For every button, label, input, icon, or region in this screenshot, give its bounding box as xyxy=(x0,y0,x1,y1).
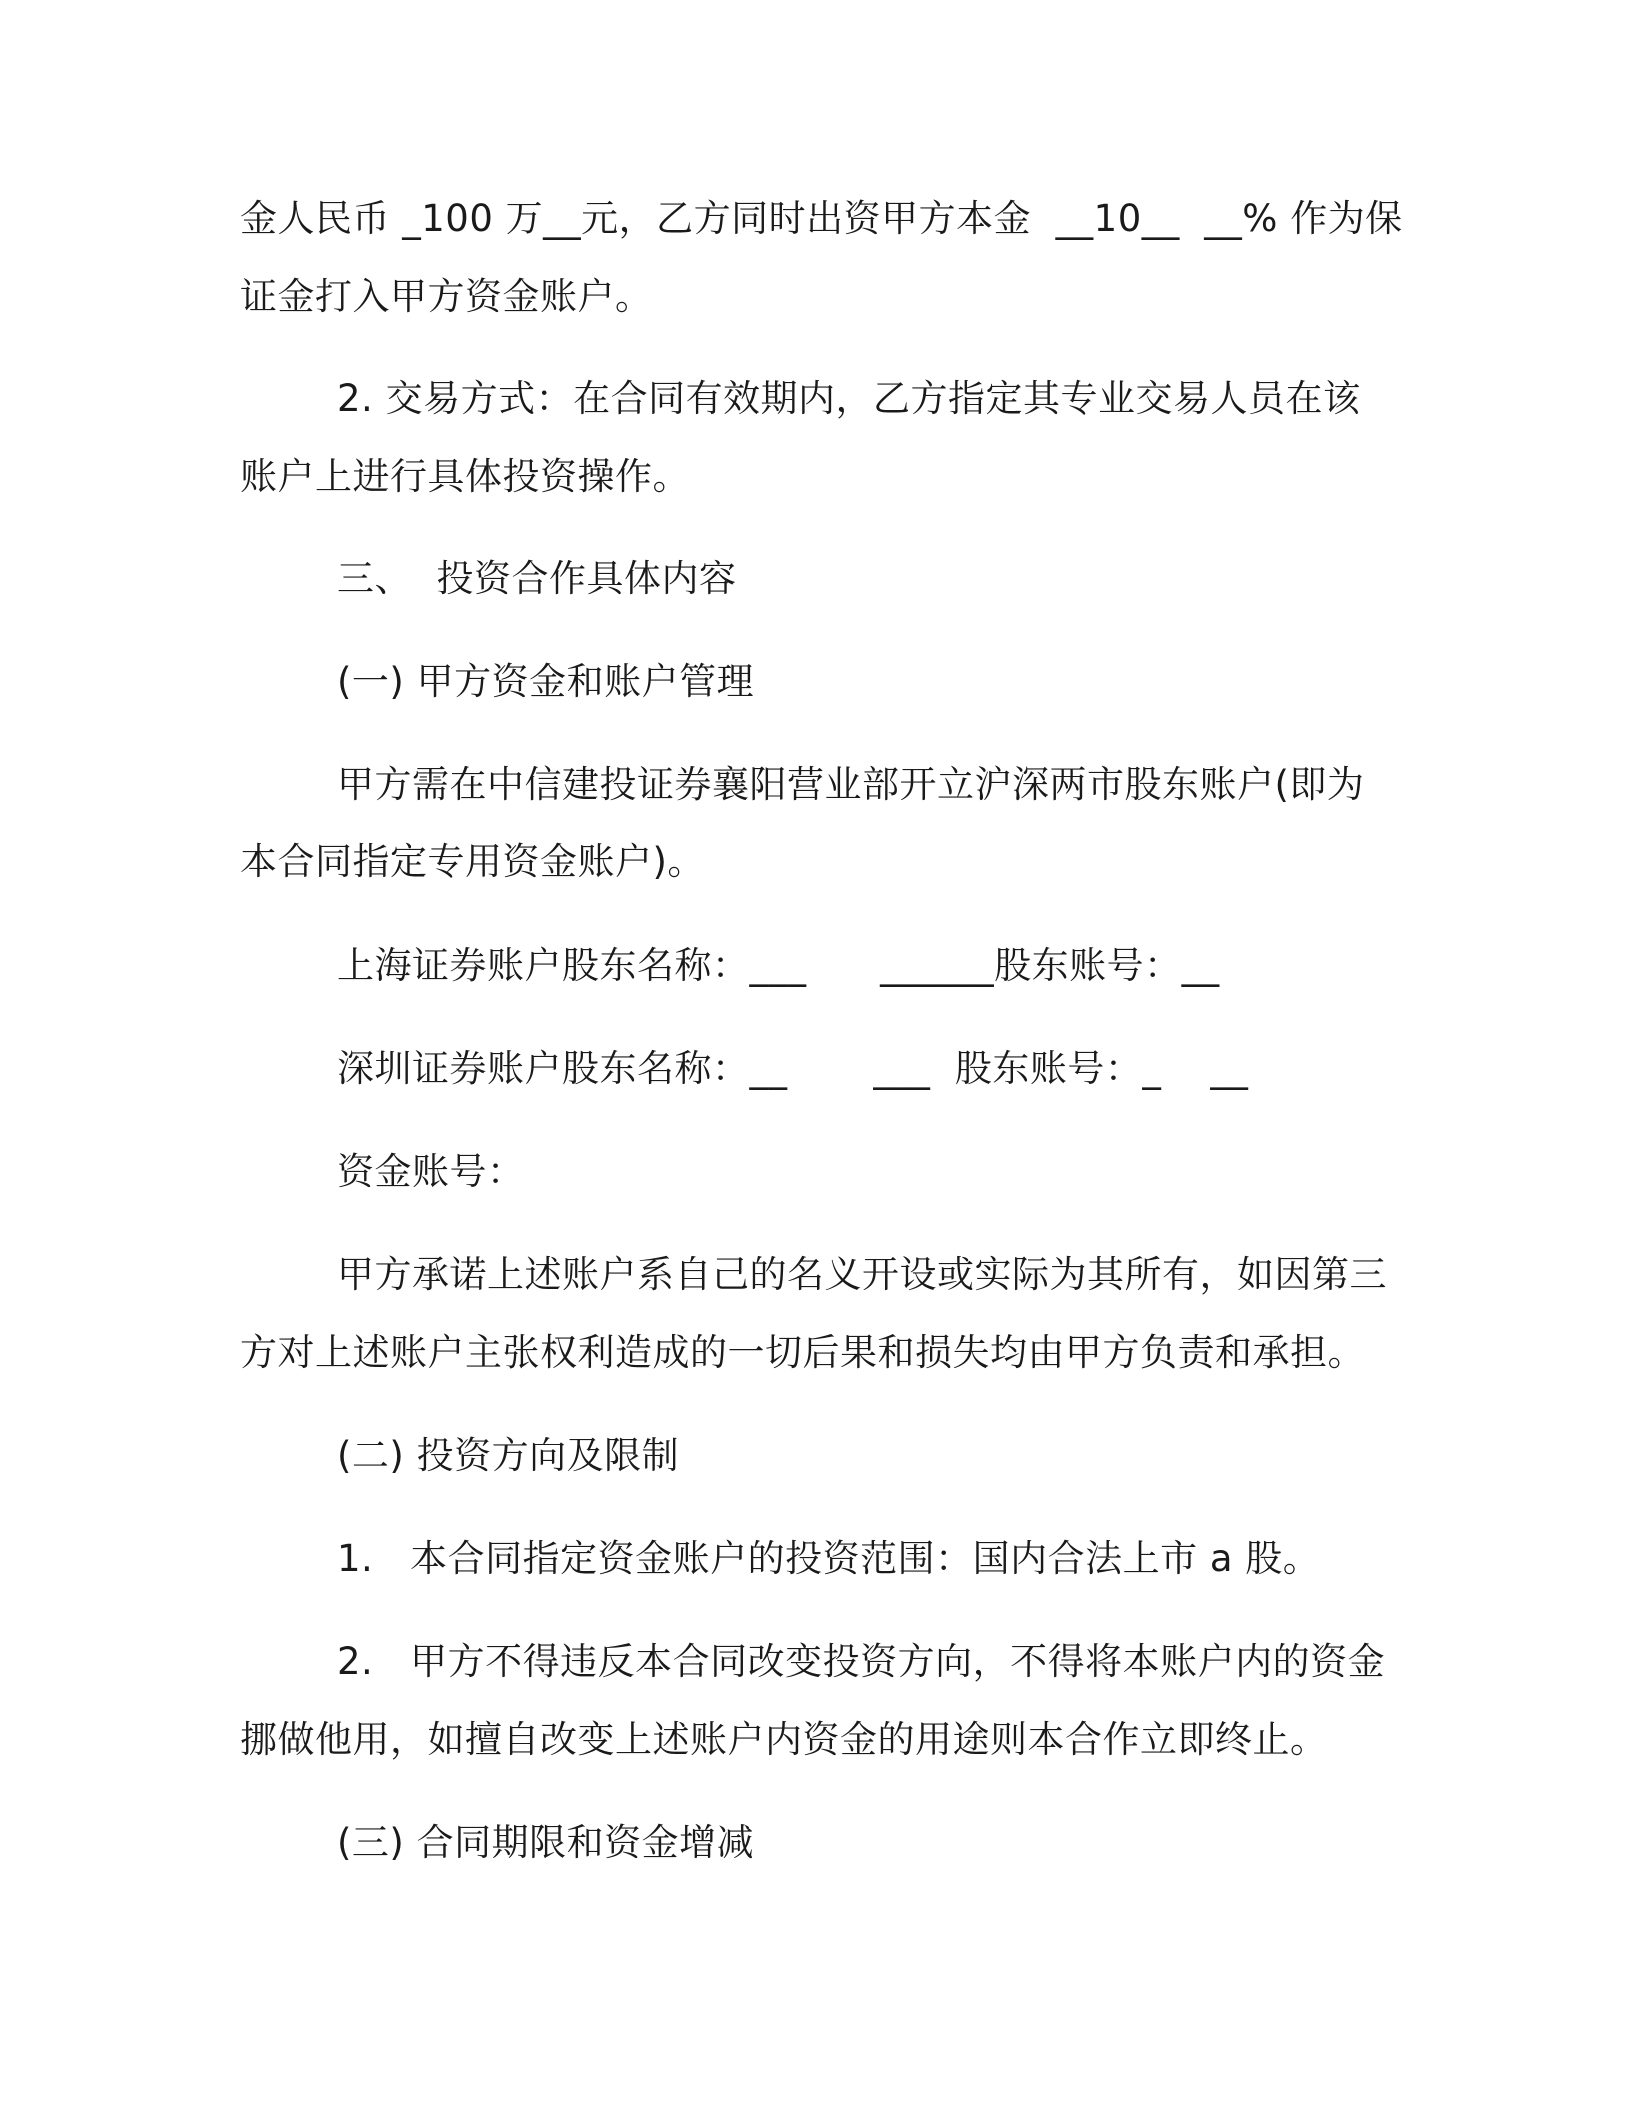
paragraph-line: 账户上进行具体投资操作。 xyxy=(240,455,690,498)
section-heading: 三、 投资合作具体内容 xyxy=(337,557,737,600)
fund-account-line: 资金账号： xyxy=(337,1150,525,1193)
paragraph-line: 本合同指定专用资金账户)。 xyxy=(240,840,705,883)
paragraph-line: 方对上述账户主张权利造成的一切后果和损失均由甲方负责和承担。 xyxy=(240,1331,1365,1374)
list-item: 2. 甲方不得违反本合同改变投资方向，不得将本账户内的资金 xyxy=(337,1640,1386,1683)
paragraph-line: 甲方承诺上述账户系自己的名义开设或实际为其所有，如因第三 xyxy=(337,1253,1387,1296)
paragraph-line: 挪做他用，如擅自改变上述账户内资金的用途则本合作立即终止。 xyxy=(240,1718,1328,1761)
paragraph-line: 甲方需在中信建投证券襄阳营业部开立沪深两市股东账户(即为 xyxy=(337,763,1365,806)
paragraph-line: 金人民币 _100 万__元，乙方同时出资甲方本金 __10__ __% 作为保 xyxy=(240,197,1403,240)
list-item: 1. 本合同指定资金账户的投资范围：国内合法上市 a 股。 xyxy=(337,1537,1321,1580)
subsection-heading: (二) 投资方向及限制 xyxy=(337,1434,680,1477)
subsection-heading: (一) 甲方资金和账户管理 xyxy=(337,660,755,703)
shenzhen-account-line: 深圳证券账户股东名称：__ ___ 股东账号：_ __ xyxy=(337,1047,1249,1090)
paragraph-line: 证金打入甲方资金账户。 xyxy=(240,275,653,318)
shanghai-account-line: 上海证券账户股东名称：___ ______股东账号：__ xyxy=(337,944,1220,987)
subsection-heading: (三) 合同期限和资金增减 xyxy=(337,1821,755,1864)
paragraph-line: 2. 交易方式：在合同有效期内，乙方指定其专业交易人员在该 xyxy=(337,377,1361,420)
